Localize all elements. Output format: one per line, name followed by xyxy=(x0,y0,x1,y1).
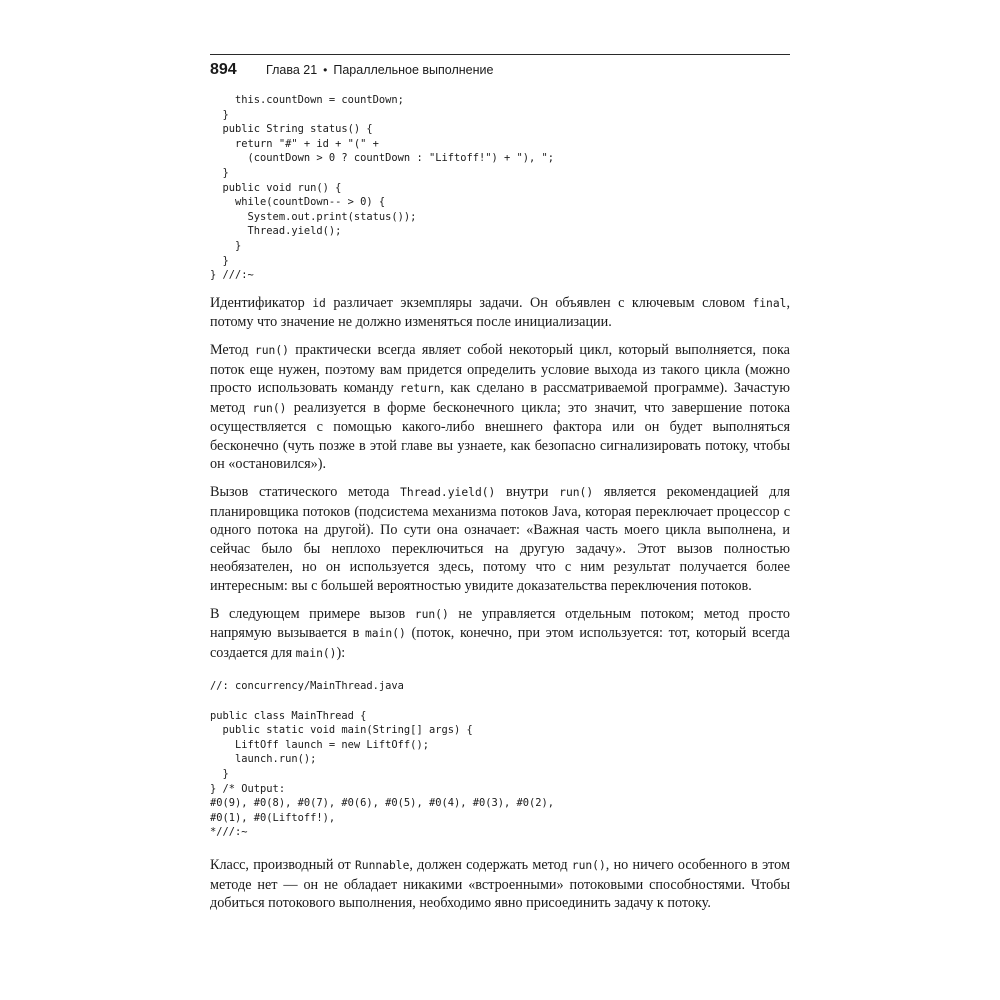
text-span: ): xyxy=(336,644,346,661)
paragraph-run-method xyxy=(210,341,790,474)
inline-code: return xyxy=(399,382,441,396)
inline-code: id xyxy=(312,296,326,310)
text-span: , потому что значение не должно изменяться после инициализации. xyxy=(210,294,790,331)
text-span: , как сделано в рассматриваемой программе). Зачастую метод xyxy=(210,380,790,416)
paragraph-runnable xyxy=(210,856,790,913)
paragraph-main-thread-intro xyxy=(210,605,790,664)
header-bullet: • xyxy=(323,63,328,77)
code-listing-liftoff-end: this.countDown = countDown; } public String status() { return "#" + id + "(" + (countDown > 0 ? countDown : "Liftoff!") + "), "; } public void run() { while(countDown-- > 0) { System.out.print(status()); Thread.yield(); } } } ///:~ xyxy=(210,94,555,282)
chapter-label: Глава 21 xyxy=(266,63,318,77)
text-span: практически всегда являет собой некоторый цикл, который выполняется, пока поток еще нужен, поэтому вам придется определить условие выхода из такого цикла (можно просто использовать команду xyxy=(210,341,790,397)
inline-code: run() xyxy=(414,607,449,621)
chapter-title: Параллельное выполнение xyxy=(333,63,494,77)
inline-code: run() xyxy=(252,401,287,415)
text-span: , но ничего особенного в этом методе нет — он не обладает никакими «встроенными» потоковыми способностями. Чтобы добиться потокового выполнения, необходимо явно присоединить задачу к потоку. xyxy=(210,856,790,912)
page-number: 894 xyxy=(210,61,237,78)
book-page xyxy=(210,54,790,913)
text-span: Класс, производный от xyxy=(210,856,355,873)
running-header xyxy=(210,61,790,79)
inline-code: run() xyxy=(571,858,606,872)
header-rule xyxy=(210,54,790,55)
inline-code: Runnable xyxy=(354,858,410,872)
text-span: В следующем примере вызов xyxy=(210,605,415,622)
text-span: является рекомендацией для планировщика потоков (подсистема механизма потоков Java, которая переключает процессор с одного потока на другой). По сути она означает: «Важная часть моего цикла выполнена, и сейчас было бы неплохо переключиться на другую задачу». Этот вызов полностью необязателен, но он используется здесь, потому что с ним результат получается более интересным: вы с большей вероятностью увидите доказательства переключения потоков. xyxy=(210,484,790,595)
inline-code: Thread.yield() xyxy=(400,486,496,500)
paragraph-id-final xyxy=(210,294,790,332)
inline-code: run() xyxy=(254,343,289,357)
inline-code: run() xyxy=(559,486,594,500)
text-span: различает экземпляры задачи. Он объявлен с ключевым словом xyxy=(325,294,753,311)
text-span: реализуется в форме бесконечного цикла; это значит, что завершение потока осуществляется с помощью какого-либо внешнего фактора или он будет выполняться бесконечно (чуть позже в этой главе вы узнаете, как безопасно сигнализировать потоку, чтобы он «остановился»). xyxy=(210,399,790,473)
text-span: Вызов статического метода xyxy=(210,484,401,501)
text-span: не управляется отдельным потоком; метод просто напрямую вызывается в xyxy=(210,605,790,642)
code-listing-main-thread: //: concurrency/MainThread.java public class MainThread { public static void main(String[] args) { LiftOff launch = new LiftOff(); launch.run(); } } /* Output: #0(9), #0(8), #0(7), #0(6), #0(5), #0(4), #0(3), #0(2), #0(1), #0(Liftoff!), *///:~ xyxy=(210,680,555,839)
text-span: Метод xyxy=(210,341,255,358)
inline-code: main() xyxy=(295,646,337,660)
text-span: , должен содержать метод xyxy=(409,856,572,873)
text-span: внутри xyxy=(495,484,560,501)
inline-code: main() xyxy=(365,627,406,641)
text-span: Идентификатор xyxy=(210,294,313,311)
text-span: (поток, конечно, при этом используется: тот, который всегда создается для xyxy=(210,625,790,661)
inline-code: final xyxy=(752,296,787,310)
paragraph-thread-yield xyxy=(210,483,790,596)
